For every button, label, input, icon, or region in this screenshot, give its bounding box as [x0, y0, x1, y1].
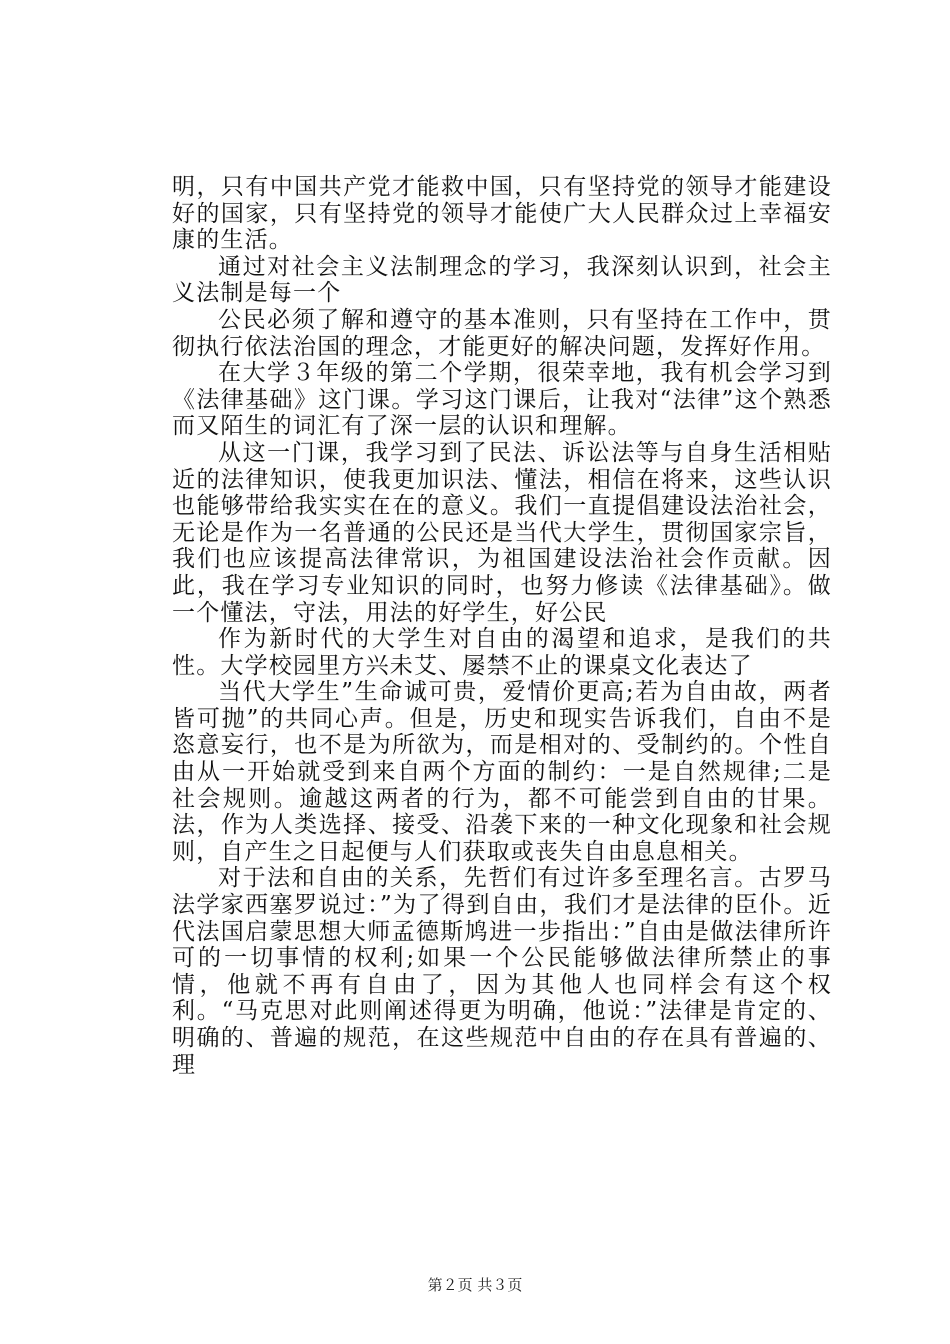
- paragraph-4: 在大学３年级的第二个学期，很荣幸地，我有机会学习到《法律基础》这门课。学习这门课后，让我对“法律”这个熟悉而又陌生的词汇有了深一层的认识和理解。: [172, 360, 832, 440]
- page-footer: 第２页 共３页: [427, 1276, 523, 1294]
- paragraph-1: 明，只有中国共产党才能救中国，只有坚持党的领导才能建设好的国家，只有坚持党的领导才能使广大人民群众过上幸福安康的生活。: [172, 174, 832, 254]
- paragraph-7: 当代大学生”生命诚可贵，爱情价更高;若为自由故，两者皆可抛”的共同心声。但是，历史和现实告诉我们，自由不是恣意妄行，也不是为所欲为，而是相对的、受制约的。个性自由从一开始就受到来自两个方面的制约：一是自然规律;二是社会规则。逾越这两者的行为，都不可能尝到自由的甘果。法，作为人类选择、接受、沿袭下来的一种文化现象和社会规则，自产生之日起便与人们获取或丧失自由息息相关。: [172, 679, 832, 865]
- document-body: [172, 174, 832, 1078]
- paragraph-6: 作为新时代的大学生对自由的渴望和追求，是我们的共性。大学校园里方兴未艾、屡禁不止的课桌文化表达了: [172, 626, 832, 679]
- paragraph-5: 从这一门课，我学习到了民法、诉讼法等与自身生活相贴近的法律知识，使我更加识法、懂法，相信在将来，这些认识也能够带给我实实在在的意义。我们一直提倡建设法治社会，无论是作为一名普通的公民还是当代大学生，贯彻国家宗旨，我们也应该提高法律常识，为祖国建设法治社会作贡献。因此，我在学习专业知识的同时，也努力修读《法律基础》。做一个懂法，守法，用法的好学生，好公民: [172, 439, 832, 626]
- paragraph-8: 对于法和自由的关系，先哲们有过许多至理名言。古罗马法学家西塞罗说过：”为了得到自由，我们才是法律的臣仆。近代法国启蒙思想大师孟德斯鸠进一步指出：”自由是做法律所许可的一切事情的权利;如果一个公民能够做法律所禁止的事情，他就不再有自由了，因为其他人也同样会有这个权利。“马克思对此则阐述得更为明确，他说：”法律是肯定的、明确的、普遍的规范，在这些规范中自由的存在具有普遍的、理: [172, 865, 832, 1078]
- paragraph-3: 公民必须了解和遵守的基本准则，只有坚持在工作中，贯彻执行依法治国的理念，才能更好的解决问题，发挥好作用。: [172, 306, 832, 360]
- paragraph-2: 通过对社会主义法制理念的学习，我深刻认识到，社会主义法制是每一个: [172, 253, 832, 307]
